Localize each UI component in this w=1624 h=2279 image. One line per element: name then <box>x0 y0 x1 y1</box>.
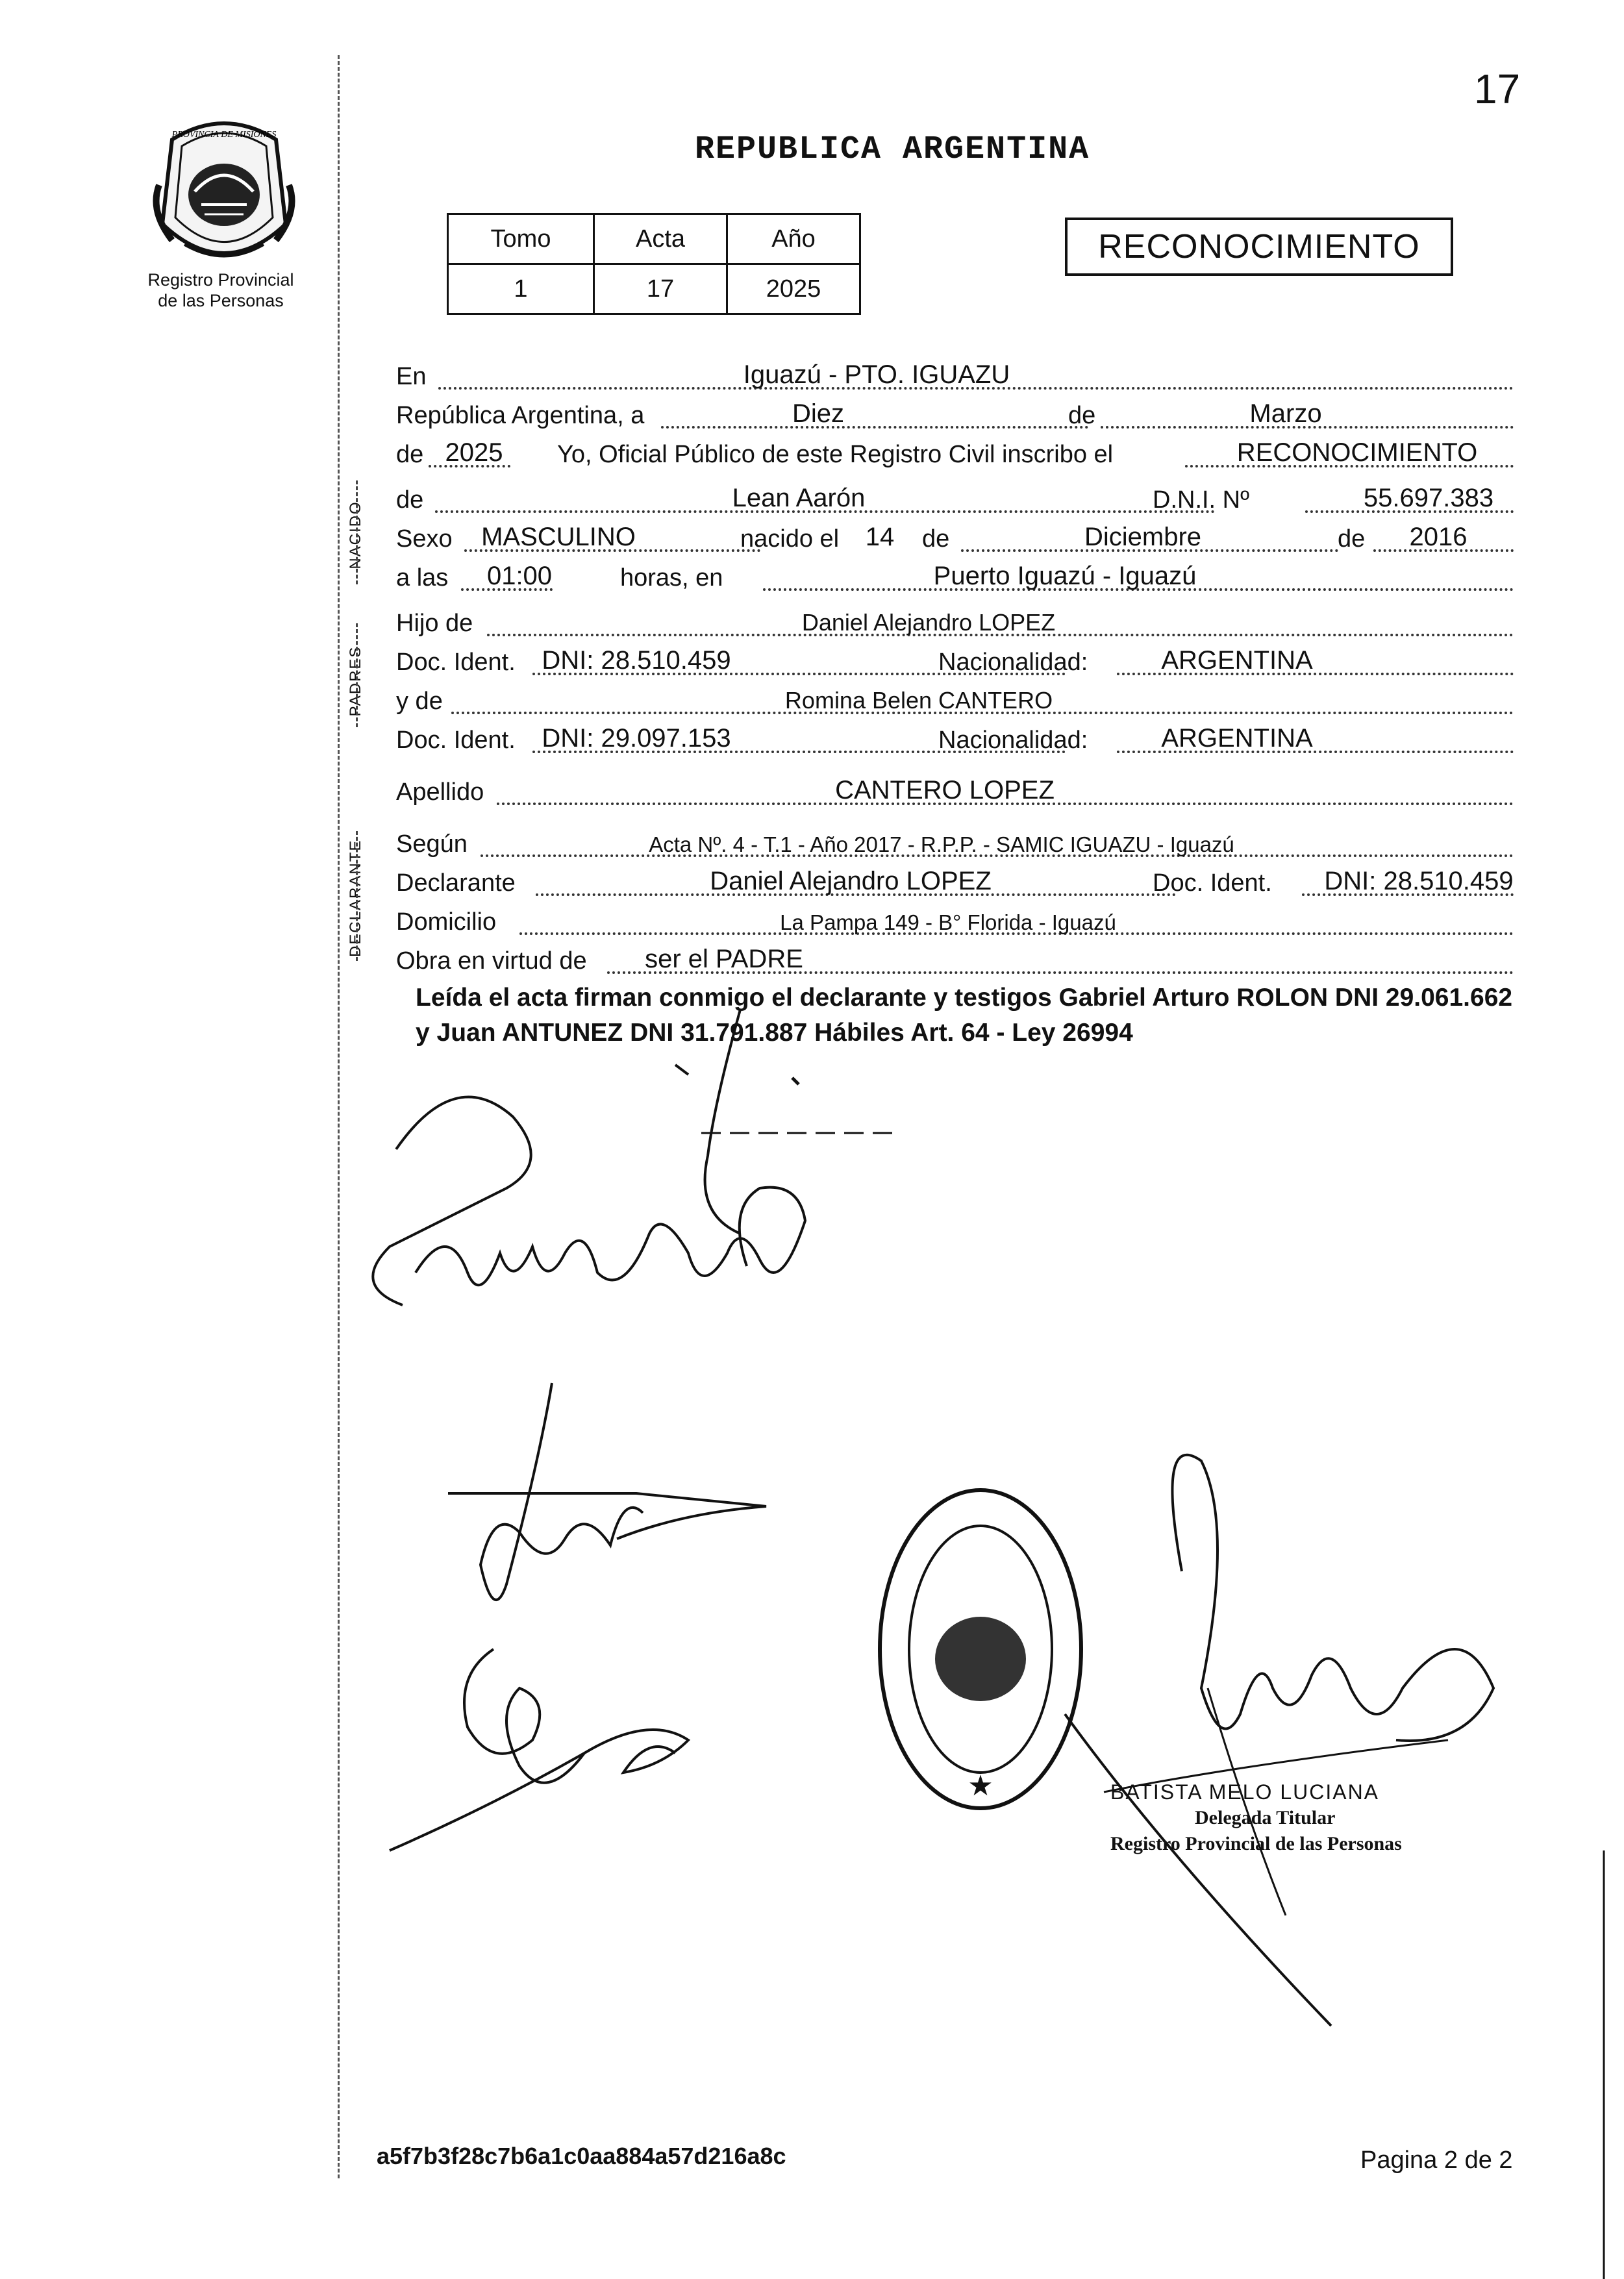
value-tomo: 1 <box>448 264 594 314</box>
value-name: Lean Aarón <box>732 484 866 512</box>
side-label-padres: PADRES <box>347 645 364 717</box>
seal-text: PROVINCIA DE MISIONES <box>171 130 277 140</box>
label-domicilio: Domicilio <box>396 908 497 936</box>
label-year-prefix: de <box>396 441 424 468</box>
side-label-declarante: DECLARANTE <box>347 839 364 957</box>
value-mother-name: Romina Belen CANTERO <box>784 687 1053 714</box>
value-year: 2025 <box>445 438 503 467</box>
closing-statement: Leída el acta firman conmigo el declarante y testigos Gabriel Arturo ROLON DNI 29.061.662 y Juan ANTUNEZ DNI 31.791.887 Hábiles Art. 64 - Ley 26994 <box>416 984 1513 1047</box>
signature-stroke <box>416 1188 805 1286</box>
value-mother-nationality: ARGENTINA <box>1161 724 1313 753</box>
label-doc-ident: Doc. Ident. <box>396 649 516 676</box>
signature-stroke <box>390 1730 688 1850</box>
value-father-nationality: ARGENTINA <box>1161 646 1313 675</box>
signature-stroke <box>373 1097 531 1305</box>
label-de-month: de <box>922 525 950 553</box>
label-sexo: Sexo <box>396 525 453 553</box>
signature-stroke <box>448 1493 766 1539</box>
value-apellido: CANTERO LOPEZ <box>835 776 1055 804</box>
record-type-box: RECONOCIMIENTO <box>1065 218 1453 276</box>
svg-text:★: ★ <box>968 1770 993 1802</box>
logo-caption-line-2: de las Personas <box>158 291 284 310</box>
value-month: Marzo <box>1249 399 1322 428</box>
value-declarante-doc: DNI: 28.510.459 <box>1324 867 1514 895</box>
label-declarante-doc: Doc. Ident. <box>1153 869 1272 897</box>
value-birth-day: 14 <box>865 523 895 551</box>
label-segun: Según <box>396 830 468 858</box>
value-sexo: MASCULINO <box>481 523 636 551</box>
value-domicilio: La Pampa 149 - B° Florida - Iguazú <box>780 910 1116 934</box>
label-doc-ident: Doc. Ident. <box>396 727 516 754</box>
pagination: Pagina 2 de 2 <box>1360 2147 1513 2174</box>
value-birth-place: Puerto Iguazú - Iguazú <box>933 562 1197 590</box>
official-name: BATISTA MELO LUCIANA <box>1110 1780 1380 1804</box>
official-signature-stroke <box>1172 1455 1493 1741</box>
value-birth-month: Diciembre <box>1084 523 1202 551</box>
label-dni: D.N.I. Nº <box>1153 486 1249 514</box>
value-mother-doc: DNI: 29.097.153 <box>542 724 731 753</box>
signature-stroke <box>705 1010 740 1234</box>
label-a-las: a las <box>396 564 449 592</box>
value-anio: 2025 <box>727 264 860 314</box>
official-title: Delegada Titular <box>1195 1807 1336 1828</box>
value-acta: 17 <box>594 264 727 314</box>
label-obra: Obra en virtud de <box>396 947 587 975</box>
stamp-emblem <box>935 1617 1026 1701</box>
label-de: de <box>1068 402 1096 429</box>
value-en: Iguazú - PTO. IGUAZU <box>743 360 1010 389</box>
header-tomo: Tomo <box>448 214 594 264</box>
value-segun: Acta Nº. 4 - T.1 - Año 2017 - R.P.P. - SAMIC IGUAZU - Iguazú <box>649 832 1234 856</box>
label-nacionalidad: Nacionalidad: <box>938 727 1088 754</box>
value-father-name: Daniel Alejandro LOPEZ <box>801 609 1056 636</box>
value-birth-time: 01:00 <box>486 562 553 590</box>
logo-caption-line-1: Registro Provincial <box>147 270 294 290</box>
label-horas-en: horas, en <box>620 564 723 592</box>
label-nacido-el: nacido el <box>740 525 840 553</box>
label-oficial-text: Yo, Oficial Público de este Registro Civil inscribo el <box>557 441 1114 468</box>
header-acta: Acta <box>594 214 727 264</box>
official-org: Registro Provincial de las Personas <box>1110 1833 1402 1854</box>
label-de-year: de <box>1338 525 1366 553</box>
official-stamp-caption <box>1110 1779 1402 1857</box>
page-heading: REPUBLICA ARGENTINA <box>695 131 1090 168</box>
value-inscribo: RECONOCIMIENTO <box>1236 438 1478 467</box>
label-hijo-de: Hijo de <box>396 610 473 637</box>
label-name: de <box>396 486 424 514</box>
label-nacionalidad: Nacionalidad: <box>938 649 1088 676</box>
label-en: En <box>396 363 427 390</box>
value-father-doc: DNI: 28.510.459 <box>542 646 731 675</box>
value-day: Diez <box>792 399 845 428</box>
value-birth-year: 2016 <box>1409 523 1468 551</box>
value-declarante: Daniel Alejandro LOPEZ <box>710 867 992 895</box>
label-republica: República Argentina, a <box>396 402 645 429</box>
label-declarante: Declarante <box>396 869 516 897</box>
label-apellido: Apellido <box>396 778 484 806</box>
label-y-de: y de <box>396 688 443 715</box>
side-label-nacido: NACIDO <box>347 501 364 569</box>
signature-stroke <box>481 1383 643 1600</box>
value-obra: ser el PADRE <box>645 945 803 973</box>
header-anio: Año <box>727 214 860 264</box>
page-number: 17 <box>1474 66 1521 112</box>
document-hash: a5f7b3f28c7b6a1c0aa884a57d216a8c <box>377 2143 786 2169</box>
value-dni: 55.697.383 <box>1363 484 1494 512</box>
